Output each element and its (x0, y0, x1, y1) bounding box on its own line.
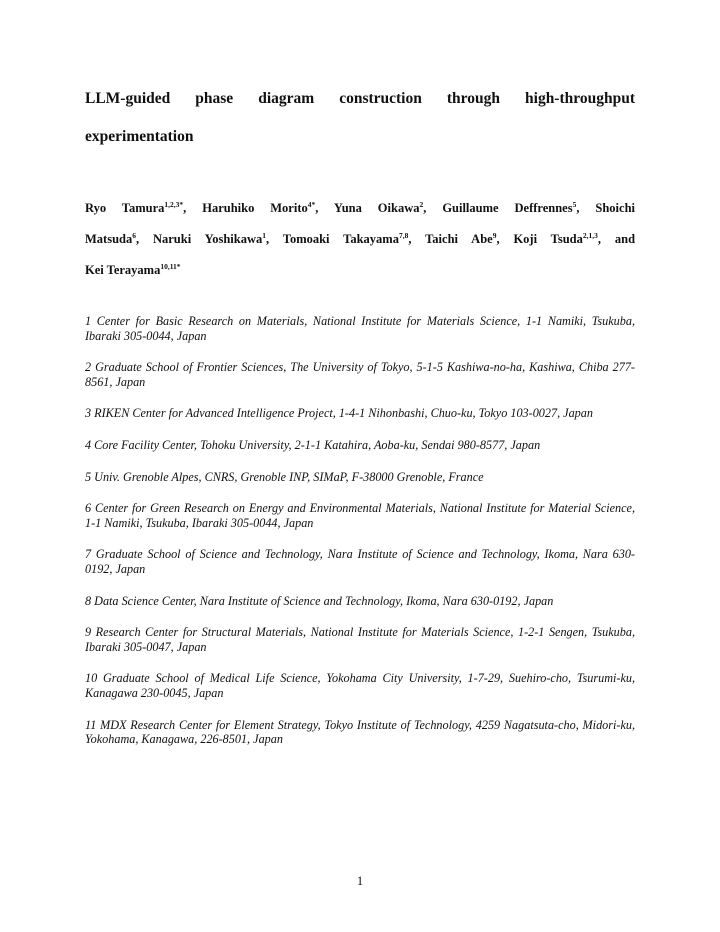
paper-title-line-2: experimentation (85, 128, 194, 145)
author-affiliation-marker: 7,8 (398, 231, 409, 240)
author-affiliation-marker: 1 (262, 231, 266, 240)
affiliation-list (85, 314, 635, 747)
author-name: Naruki Yoshikawa (152, 232, 263, 246)
page-number: 1 (356, 874, 364, 888)
author-separator: , (183, 201, 203, 215)
author-separator: , (135, 232, 153, 246)
author-family-name: Matsuda (85, 232, 133, 246)
author-separator: , (576, 201, 596, 215)
author-name: Ryo Tamura (85, 201, 165, 215)
author-separator: , (423, 201, 443, 215)
affiliation-11: 11 MDX Research Center for Element Strategy, Tokyo Institute of Technology, 4259 Nagatsuta-cho, Midori-ku, Yokohama, Kanagawa, 226-8501, Japan (85, 717, 635, 747)
author-affiliation-marker: 4* (307, 200, 316, 209)
author-name: Kei Terayama (85, 263, 161, 277)
affiliation-10: 10 Graduate School of Medical Life Science, Yokohama City University, 1-7-29, Suehiro-cho, Tsurumi-ku, Kanagawa 230-0045, Japan (85, 671, 635, 700)
author-name: Haruhiko Morito (202, 201, 308, 215)
affiliation-7: 7 Graduate School of Science and Technology, Nara Institute of Science and Technology, Ikoma, Nara 630-0192, Japan (85, 547, 635, 576)
author-given-name: Shoichi (595, 201, 636, 215)
author-separator: , (496, 232, 514, 246)
affiliation-2: 2 Graduate School of Frontier Sciences, The University of Tokyo, 5-1-5 Kashiwa-no-ha, Kashiwa, Chiba 277-8561, Japan (85, 360, 635, 389)
affiliation-5: 5 Univ. Grenoble Alpes, CNRS, Grenoble INP, SIMaP, F-38000 Grenoble, France (85, 469, 484, 484)
affiliation-8: 8 Data Science Center, Nara Institute of Science and Technology, Ikoma, Nara 630-0192, Japan (85, 593, 554, 608)
paper-page (85, 0, 635, 932)
author-line-2 (85, 224, 635, 255)
author-list (85, 193, 635, 286)
author-line-3 (85, 255, 635, 286)
author-separator: , (265, 232, 283, 246)
author-affiliation-marker: 10,11* (160, 262, 181, 271)
author-name: Taichi Abe (425, 232, 493, 246)
author-affiliation-marker: 2 (419, 200, 424, 209)
author-affiliation-marker: 9 (492, 231, 497, 240)
affiliation-3: 3 RIKEN Center for Advanced Intelligence Project, 1-4-1 Nihonbashi, Chuo-ku, Tokyo 103-0027, Japan (85, 406, 593, 421)
affiliation-9: 9 Research Center for Structural Materials, National Institute for Materials Science, 1-2-1 Sengen, Tsukuba, Ibaraki 305-0047, Japan (85, 625, 635, 654)
author-separator-and: , and (597, 232, 636, 246)
paper-title (85, 80, 635, 156)
author-line-1 (85, 193, 635, 224)
author-affiliation-marker: 2,1,3 (582, 231, 598, 240)
author-separator: , (315, 201, 334, 215)
author-affiliation-marker: 5 (572, 200, 577, 209)
author-name: Yuna Oikawa (333, 201, 420, 215)
author-affiliation-marker: 6 (132, 231, 136, 240)
author-separator: , (408, 232, 426, 246)
affiliation-6: 6 Center for Green Research on Energy and Environmental Materials, National Institute for Material Science, 1-1 Namiki, Tsukuba, Ibaraki 305-0044, Japan (85, 501, 635, 530)
author-name: Koji Tsuda (513, 232, 583, 246)
author-name: Guillaume Deffrennes (442, 201, 573, 215)
author-name: Tomoaki Takayama (282, 232, 399, 246)
author-affiliation-marker: 1,2,3* (164, 200, 184, 209)
affiliation-4: 4 Core Facility Center, Tohoku University, 2-1-1 Katahira, Aoba-ku, Sendai 980-8577, Japan (85, 437, 541, 452)
paper-title-line-1: LLM-guided phase diagram construction through high-throughput (85, 90, 635, 107)
affiliation-1: 1 Center for Basic Research on Materials, National Institute for Materials Science, 1-1 Namiki, Tsukuba, Ibaraki 305-0044, Japan (85, 314, 635, 343)
